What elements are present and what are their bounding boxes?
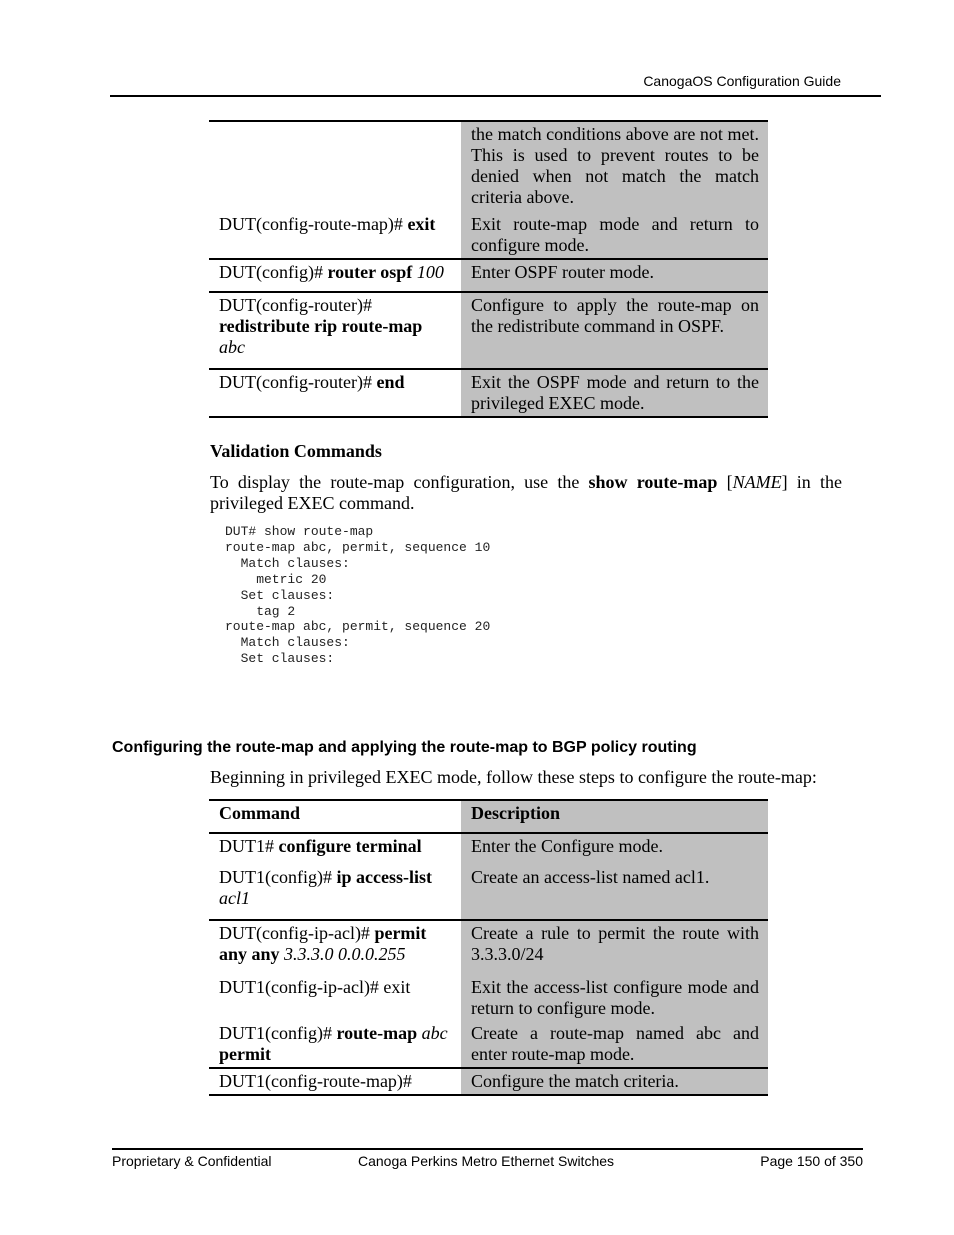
description-cell: Exit the access-list configure mode and return to configure mode.: [461, 975, 768, 1021]
command-cell: [209, 833, 461, 865]
italic-text: acl1: [219, 888, 250, 908]
description-cell: the match conditions above are not met. This is used to prevent routes to be denied when not match the match criteria above.: [461, 121, 768, 212]
description-cell: Create a rule to permit the route with 3.3.3.0/24: [461, 920, 768, 975]
text-run: DUT1#: [219, 836, 279, 856]
command-cell: [209, 920, 461, 975]
section-heading: Configuring the route-map and applying the route-map to BGP policy routing: [112, 739, 697, 756]
code-sample: DUT# show route-map route-map abc, permit, sequence 10 Match clauses: metric 20 Set clauses: tag 2 route-map abc, permit, sequence 20 Match clauses: Set clauses:: [225, 524, 491, 667]
command-cell: [209, 292, 461, 369]
description-cell: Create a route-map named abc and enter route-map mode.: [461, 1021, 768, 1068]
text-run: DUT(config-router)#: [219, 372, 377, 392]
bold-text: router ospf: [327, 262, 413, 282]
description-cell: Exit route-map mode and return to configure mode.: [461, 212, 768, 259]
italic-text: 3.3.3.0 0.0.0.255: [279, 944, 406, 964]
text-run: DUT(config)#: [219, 262, 328, 282]
route-map-ospf-command-table: [209, 120, 768, 418]
bold-text: end: [376, 372, 405, 392]
command-cell: [209, 369, 461, 417]
text-run: DUT1(config)#: [219, 1023, 337, 1043]
description-cell: Configure to apply the route-map on the redistribute command in OSPF.: [461, 292, 768, 369]
command-cell: [209, 259, 461, 292]
command-cell: [209, 975, 461, 1021]
description-cell: Enter OSPF router mode.: [461, 259, 768, 292]
table-row: [209, 212, 768, 259]
table-row: [209, 865, 768, 920]
text-run: [: [717, 472, 733, 492]
text-run: DUT(config-route-map)#: [219, 214, 408, 234]
bold-text: exit: [407, 214, 436, 234]
italic-text: NAME: [732, 472, 782, 492]
column-header-description: Description: [461, 800, 768, 833]
footer-center: Canoga Perkins Metro Ethernet Switches: [358, 1153, 615, 1169]
running-header-title: CanogaOS Configuration Guide: [643, 73, 841, 89]
text-run: DUT(config-router)#: [219, 295, 372, 315]
table-row: [209, 259, 768, 292]
footer-left: Proprietary & Confidential: [112, 1153, 272, 1169]
footer-page-number: Page 150 of 350: [760, 1153, 863, 1169]
bold-text: show route-map: [588, 472, 718, 492]
validation-paragraph: [210, 472, 842, 514]
table-row: [209, 292, 768, 369]
bold-text: configure terminal: [278, 836, 422, 856]
text-run: DUT1(config-route-map)#: [219, 1071, 412, 1091]
bold-text: permit: [219, 1044, 271, 1064]
command-cell: [209, 212, 461, 259]
footer-rule: [112, 1148, 863, 1150]
command-cell: [209, 1021, 461, 1068]
table-row: [209, 920, 768, 975]
table-row: [209, 1021, 768, 1068]
table-row: [209, 1068, 768, 1095]
description-cell: Create an access-list named acl1.: [461, 865, 768, 920]
text-run: DUT(config-ip-acl)#: [219, 923, 375, 943]
table-row: [209, 975, 768, 1021]
table-row: [209, 121, 768, 212]
command-cell: [209, 865, 461, 920]
italic-text: abc: [219, 337, 245, 357]
table-header-row: [209, 800, 768, 833]
text-run: ] in the privileged EXEC command.: [210, 472, 842, 513]
italic-text: abc: [421, 1023, 448, 1043]
command-cell: [209, 121, 461, 212]
bold-text: ip access-list: [336, 867, 432, 887]
bold-text: route-map: [336, 1023, 418, 1043]
bgp-route-map-command-table: [209, 799, 768, 1096]
section-intro: Beginning in privileged EXEC mode, follow these steps to configure the route-map:: [210, 767, 817, 787]
validation-heading: Validation Commands: [210, 441, 382, 461]
bold-text: redistribute rip route-map: [219, 316, 423, 336]
description-cell: Configure the match criteria.: [461, 1068, 768, 1095]
column-header-command: Command: [209, 800, 461, 833]
table-row: [209, 369, 768, 417]
text-run: DUT1(config-ip-acl)# exit: [219, 977, 411, 997]
command-cell: [209, 1068, 461, 1095]
text-run: To display the route-map configuration, use the: [210, 472, 589, 492]
bold-text: permit any any: [219, 923, 427, 964]
table-row: [209, 833, 768, 865]
text-run: DUT1(config)#: [219, 867, 337, 887]
description-cell: Enter the Configure mode.: [461, 833, 768, 865]
header-rule: [110, 95, 881, 97]
italic-text: 100: [412, 262, 444, 282]
description-cell: Exit the OSPF mode and return to the privileged EXEC mode.: [461, 369, 768, 417]
